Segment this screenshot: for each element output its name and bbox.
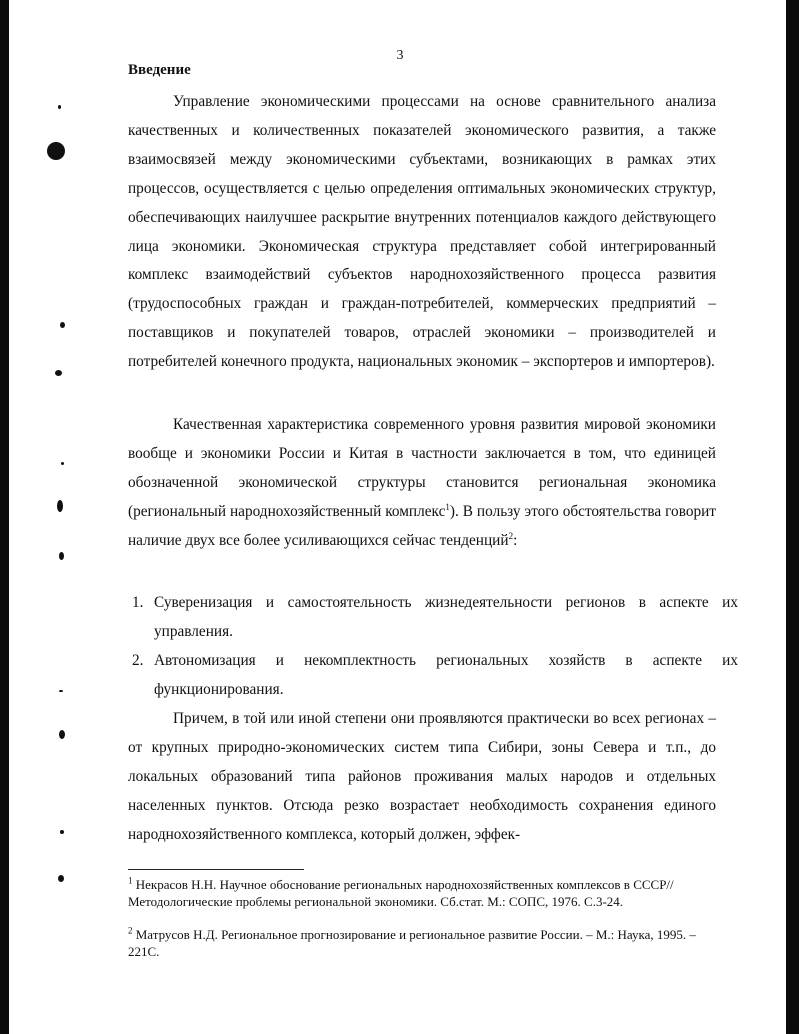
scan-edge-left bbox=[0, 0, 9, 1034]
scan-speck bbox=[60, 830, 64, 834]
footnote-text: Матрусов Н.Д. Региональное прогнозирование и региональное развитие России. – М.: Наука, 1995. – 221С. bbox=[128, 927, 696, 959]
punch-hole-mark bbox=[47, 142, 65, 160]
scan-speck bbox=[58, 105, 61, 109]
list-item-2 bbox=[132, 647, 738, 705]
scan-speck bbox=[55, 370, 62, 376]
footnote-ref-2[interactable]: 2 bbox=[508, 530, 514, 541]
footnote-2 bbox=[128, 927, 716, 960]
footnote-marker: 2 bbox=[128, 925, 133, 936]
footnote-ref-1[interactable]: 1 bbox=[445, 501, 450, 512]
footnote-text: Некрасов Н.Н. Научное обоснование региональных народнохозяйственных комплексов в СССР//Методологические проблемы региональной экономики. Сб.стат. М.: СОПС, 1976. С.3-24. bbox=[128, 877, 674, 909]
scan-edge-right bbox=[786, 0, 799, 1034]
section-heading: Введение bbox=[128, 62, 191, 78]
scan-speck bbox=[58, 875, 64, 882]
scan-speck bbox=[59, 552, 64, 560]
scan-speck bbox=[60, 322, 65, 328]
paragraph-2: Качественная характеристика современного уровня развития мировой экономики вообще и экономики России и Китая в частности заключается в том, что единицей обозначенной экономической структуры становится региональная экономика (региональный народнохозяйственный комплекс$^1$). В пользу этого обстоятельства говорит наличие двух все более усиливающихся сейчас тенденций$^2$: bbox=[128, 416, 716, 549]
list-item-1 bbox=[132, 589, 738, 647]
scan-speck bbox=[59, 730, 65, 739]
list-text: Суверенизация и самостоятельность жизнедеятельности регионов в аспекте их управления. bbox=[154, 594, 738, 640]
footnote-1 bbox=[128, 877, 716, 910]
paragraph-1: Управление экономическими процессами на основе сравнительного анализа качественных и количественных показателей экономического развития, а также взаимосвязей между экономическими субъектами, возникающих в рамках этих процессов, осуществляется с целью определения оптимальных экономических структур, обеспечивающих наилучшее раскрытие внутренних потенциалов каждого действующего лица экономики. Экономическая структура представляет собой интегрированный комплекс взаимодействий субъектов народнохозяйственного процесса развития (трудоспособных граждан и граждан-потребителей, коммерческих предприятий – поставщиков и покупателей товаров, отраслей экономики – производителей и потребителей конечного продукта, национальных экономик – экспортеров и импортеров). bbox=[128, 93, 716, 371]
list-text: Автономизация и некомплектность региональных хозяйств в аспекте их функционирования. bbox=[154, 652, 738, 698]
scan-speck bbox=[61, 462, 64, 465]
footnote-marker: 1 bbox=[128, 875, 133, 886]
paragraph-3: Причем, в той или иной степени они проявляются практически во всех регионах – от крупных природно-экономических систем типа Сибири, зоны Севера и т.п., до локальных образований типа районов проживания малых народов и отдельных населенных пунктов. Отсюда резко возрастает необходимость сохранения единого народнохозяйственного комплекса, который должен, эффек- bbox=[128, 710, 716, 843]
scan-speck bbox=[57, 500, 63, 512]
page-number: 3 bbox=[396, 48, 404, 63]
list-number: 1. bbox=[132, 594, 144, 611]
list-number: 2. bbox=[132, 652, 144, 669]
scan-speck bbox=[59, 690, 63, 692]
footnote-separator bbox=[128, 869, 304, 870]
